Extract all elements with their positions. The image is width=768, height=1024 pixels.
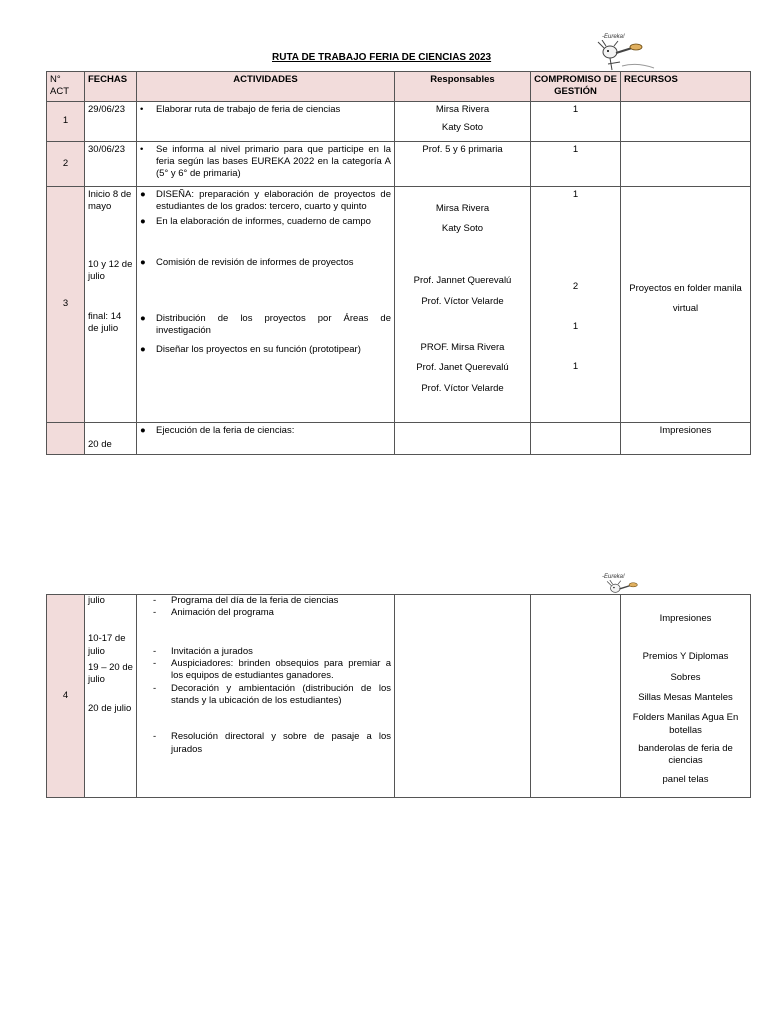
header-compromiso: COMPROMISO DE GESTIÓN xyxy=(531,72,621,102)
date-entry: 10-17 de julio xyxy=(88,633,126,657)
row-number: 4 xyxy=(47,595,85,798)
header-num: N° ACT xyxy=(47,72,85,102)
row-number: 3 xyxy=(47,186,85,422)
recurso: Impresiones xyxy=(659,613,712,624)
row-compromiso xyxy=(531,595,621,798)
activity-text: Programa del día de la feria de ciencias xyxy=(171,595,339,606)
row-recursos xyxy=(621,186,751,422)
row-recursos xyxy=(621,101,751,141)
activity-text: Resolución directoral y sobre de pasaje a los jurados xyxy=(171,731,391,755)
bullet: ● xyxy=(140,424,146,436)
responsable: PROF. Mirsa Rivera xyxy=(420,342,505,354)
header-recursos: RECURSOS xyxy=(621,72,751,102)
responsable: Prof. Jannet Querevalú xyxy=(413,275,512,287)
row-responsables xyxy=(395,595,531,798)
compromiso-value: 1 xyxy=(572,188,579,200)
row-activity xyxy=(137,422,395,454)
responsable: Prof. Víctor Velarde xyxy=(421,295,504,307)
bullet: - xyxy=(153,731,157,743)
row-compromiso xyxy=(531,186,621,422)
compromiso-value: 2 xyxy=(572,281,579,293)
row-responsables xyxy=(395,422,531,454)
activity-text: Decoración y ambientación (distribución de los stands y la ubicación de los estudiantes) xyxy=(171,682,391,707)
compromiso-value: 1 xyxy=(572,321,579,333)
row-compromiso: 1 xyxy=(531,141,621,186)
scientist-icon xyxy=(592,40,662,72)
bullet: • xyxy=(140,143,144,155)
bullet: - xyxy=(153,682,157,694)
document-title: RUTA DE TRABAJO FERIA DE CIENCIAS 2023 xyxy=(272,52,492,63)
row-activity xyxy=(137,141,395,186)
recurso: virtual xyxy=(672,303,699,315)
recurso: Premios Y Diplomas xyxy=(642,651,729,663)
bullet: ● xyxy=(140,188,146,200)
bullet: - xyxy=(153,607,157,619)
bullet: ● xyxy=(140,343,146,355)
header-actividades: ACTIVIDADES xyxy=(137,72,395,102)
bullet: • xyxy=(140,103,144,115)
activity-text: Elaborar ruta de trabajo de feria de ciencias xyxy=(156,103,341,115)
activity-text: En la elaboración de informes, cuaderno de campo xyxy=(156,216,371,228)
schedule-table xyxy=(46,71,751,455)
table-row xyxy=(47,186,751,422)
date-entry: 10 y 12 de julio xyxy=(88,258,133,283)
compromiso-value: 1 xyxy=(572,360,579,372)
row-recursos: Impresiones xyxy=(621,422,751,454)
responsable: Katy Soto xyxy=(441,122,484,134)
activity-text: DISEÑA: preparación y elaboración de proyectos de estudiantes de los grados: tercero, cuarto y quinto xyxy=(156,188,391,213)
activity-text: Invitación a jurados xyxy=(171,645,253,657)
row-number: 2 xyxy=(47,141,85,186)
row-compromiso xyxy=(531,422,621,454)
bullet: - xyxy=(153,595,157,606)
row-date: 20 de xyxy=(85,422,137,454)
logo-text: -Eureka! xyxy=(602,34,625,40)
responsable: Prof. Víctor Velarde xyxy=(421,382,504,394)
row-number: 1 xyxy=(47,101,85,141)
activity-text: Distribución de los proyectos por Áreas de investigación xyxy=(156,313,391,337)
date-entry: final: 14 de julio xyxy=(88,310,122,335)
bullet: ● xyxy=(140,256,146,268)
date-entry: 19 – 20 de julio xyxy=(88,662,133,686)
row-activity xyxy=(137,101,395,141)
table-row xyxy=(47,101,751,141)
responsable: Mirsa Rivera xyxy=(435,103,490,115)
recurso: Sillas Mesas Manteles xyxy=(638,692,733,704)
activity-text: Ejecución de la feria de ciencias: xyxy=(156,424,295,436)
row-responsables: Prof. 5 y 6 primaria xyxy=(395,141,531,186)
responsable: Katy Soto xyxy=(441,223,484,235)
responsable: Mirsa Rivera xyxy=(435,202,490,214)
recurso: Proyectos en folder manila xyxy=(629,282,742,294)
row-date: 30/06/23 xyxy=(85,141,137,186)
row-date xyxy=(85,186,137,422)
row-date xyxy=(85,595,137,798)
recurso: banderolas de feria de ciencias xyxy=(638,743,733,767)
row-date: 29/06/23 xyxy=(85,101,137,141)
row-compromiso: 1 xyxy=(531,101,621,141)
row-responsables xyxy=(395,186,531,422)
date-entry: julio xyxy=(88,595,105,606)
activity-text: Comisión de revisión de informes de proyectos xyxy=(156,256,354,268)
activity-text: Se informa al nivel primario para que participe en la feria según las bases EUREKA 2022 en la categoría A (5° y 6° de primaria) xyxy=(156,143,391,180)
activity-text: Animación del programa xyxy=(171,607,274,619)
logo-text: -Eureka! xyxy=(602,574,625,580)
bullet: - xyxy=(153,645,157,657)
header-fechas: FECHAS xyxy=(85,72,137,102)
recurso: panel telas xyxy=(662,773,709,785)
schedule-table-continued xyxy=(46,594,751,798)
header-responsables: Responsables xyxy=(395,72,531,102)
bullet: ● xyxy=(140,313,146,325)
recurso: Sobres xyxy=(670,671,701,683)
row-number xyxy=(47,422,85,454)
eureka-logo xyxy=(592,34,664,72)
table-row xyxy=(47,422,751,454)
date-entry: 20 de julio xyxy=(88,702,132,714)
row-activity xyxy=(137,186,395,422)
row-activity xyxy=(137,595,395,798)
table-row xyxy=(47,595,751,798)
activity-text: Diseñar los proyectos en su función (prototipear) xyxy=(156,343,361,355)
date-entry: Inicio 8 de mayo xyxy=(88,188,132,213)
recurso: Folders Manilas Agua En botellas xyxy=(632,712,739,736)
activity-text: Auspiciadores: brinden obsequios para premiar a los equipos de estudiantes ganadores. xyxy=(171,658,391,682)
row-responsables xyxy=(395,101,531,141)
table-header-row xyxy=(47,72,751,102)
bullet: - xyxy=(153,658,157,670)
responsable: Prof. Janet Querevalú xyxy=(416,362,509,374)
bullet: ● xyxy=(140,216,146,228)
row-recursos xyxy=(621,141,751,186)
table-row xyxy=(47,141,751,186)
row-recursos xyxy=(621,595,751,798)
